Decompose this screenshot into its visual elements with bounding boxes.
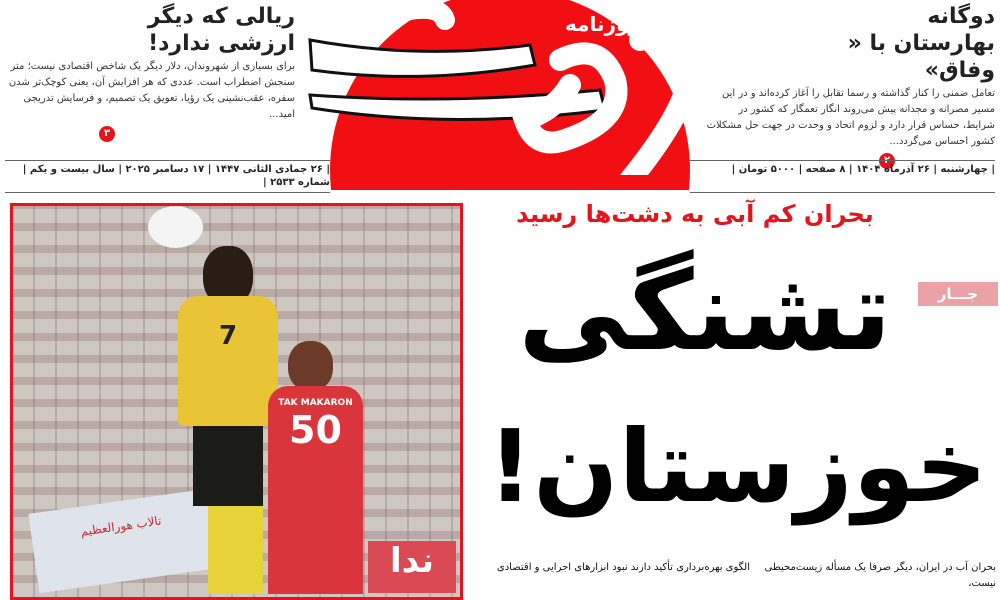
divider (5, 160, 330, 161)
football-photo[interactable] (10, 203, 463, 600)
divider (690, 192, 995, 193)
right-teaser-body: تعامل ضمنی را کنار گذاشته و رسما تقابل را آغاز کرده‌اند و در این مسیر مصرانه و مجدانه پیش می‌روند انگار تعمگار که کشور در شرایط، حساس قرار دارد و لزوم اتحاد و وحدت در جهت حل مشکلات کشور احساس می‌گردد... (706, 88, 995, 147)
paper-label: روزنامه (565, 12, 640, 36)
left-teaser-title[interactable]: ریالی که دیگر ارزشی ندارد! (147, 4, 295, 56)
headline-line-2[interactable]: خوزستان! (487, 408, 988, 525)
article-col-2: الگوی بهره‌برداری تأکید دارند نبود ابزارهای اجرایی و اقتصادی (496, 562, 750, 573)
masthead-logo (300, 0, 700, 175)
left-teaser[interactable] (5, 3, 295, 142)
headline-line-1[interactable]: تشنگی (518, 247, 892, 375)
left-teaser-body: برای بسیاری از شهروندان، دلار دیگر یک شاخص اقتصادی نیست؛ متر سنجش اضطراب است. عددی که هر افزایش آن، یعنی کوچک‌تر شدن سفره، عقب‌نشینی یک رؤیا، تعویق یک تصمیم، و فرسایش تدریجی امید... (8, 61, 295, 120)
ball (148, 206, 203, 248)
banner: تالاب هورالعظیم (28, 489, 217, 593)
right-teaser[interactable] (705, 3, 995, 169)
jersey-name: TAK MAKARON (278, 398, 353, 408)
player-head (288, 341, 333, 391)
kicker[interactable]: بحران کم آبی به دشت‌ها رسید (516, 200, 874, 228)
hijri-date-bar: | ۲۶ جمادی الثانی ۱۴۴۷ | ۱۷ دسامبر ۲۰۲۵ | سال بیست و یکم | شماره ۲۵۳۳ | (22, 164, 330, 188)
player-sock (228, 506, 263, 594)
solar-date-bar: | چهارشنبه | ۲۶ آذرماه ۱۴۰۴ | ۸ صفحه | ۵۰۰۰ تومان | (731, 164, 995, 175)
player-red-jersey (268, 386, 363, 594)
section-tag: جـــار (918, 282, 998, 306)
article-col-1: بحران آب در ایران، دیگر صرفا یک مسأله زیست‌محیطی نیست، (764, 562, 996, 589)
page-badge: ۳ (99, 126, 115, 142)
player-yellow-jersey: 7 (178, 296, 278, 426)
ad-board: ندا (368, 541, 456, 593)
jersey-number: 50 (289, 408, 342, 452)
divider (5, 192, 330, 193)
player-shorts (193, 426, 263, 506)
right-teaser-title[interactable]: دوگانه بهارستان با « وفاق» (847, 4, 995, 83)
divider (690, 160, 995, 161)
